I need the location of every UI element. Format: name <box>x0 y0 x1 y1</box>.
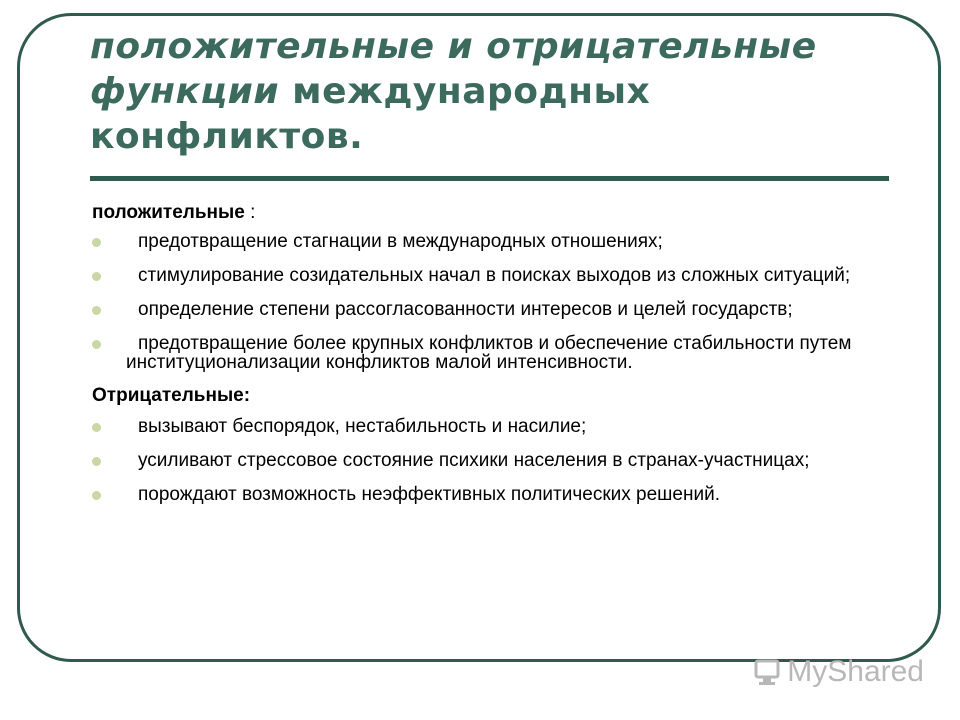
computer-icon <box>753 658 783 686</box>
title-divider <box>90 176 889 181</box>
positive-heading-label: положительные <box>92 202 245 223</box>
list-item <box>92 232 872 251</box>
slide-body <box>92 202 872 519</box>
list-item-text: предотвращение более крупных конфликтов и обеспечение стабильности путем институционализации конфликтов малой интенсивности. <box>126 333 852 373</box>
bullet-icon <box>92 238 101 247</box>
list-item <box>92 485 872 504</box>
bullet-icon <box>92 340 101 349</box>
positive-heading <box>92 202 872 224</box>
list-item-text: усиливают стрессовое состояние психики населения в странах-участницах; <box>138 450 810 471</box>
slide-title <box>90 24 890 159</box>
bullet-icon <box>92 423 101 432</box>
list-item <box>92 266 872 285</box>
list-item <box>92 334 872 372</box>
list-item-text: порождают возможность неэффективных политических решений. <box>138 484 720 505</box>
positive-heading-suffix: : <box>244 202 256 223</box>
title-italic-part: положительные и отрицательные функции <box>90 26 817 112</box>
negative-heading <box>92 385 872 407</box>
list-item <box>92 451 872 470</box>
list-item-text: стимулирование созидательных начал в поисках выходов из сложных ситуаций; <box>138 265 851 286</box>
bullet-icon <box>92 306 101 315</box>
list-item-text: определение степени рассогласованности интересов и целей государств; <box>138 299 793 320</box>
watermark-text: MyShared <box>787 655 924 688</box>
list-item <box>92 417 872 436</box>
list-item-text: вызывают беспорядок, нестабильность и насилие; <box>138 416 587 437</box>
negative-heading-label: Отрицательные: <box>92 385 251 406</box>
bullet-icon <box>92 272 101 281</box>
watermark <box>753 655 924 689</box>
list-item-text: предотвращение стагнации в международных отношениях; <box>138 231 663 252</box>
list-item <box>92 300 872 319</box>
bullet-icon <box>92 491 101 500</box>
bullet-icon <box>92 457 101 466</box>
title-rest-part: международных конфликтов. <box>90 71 651 157</box>
